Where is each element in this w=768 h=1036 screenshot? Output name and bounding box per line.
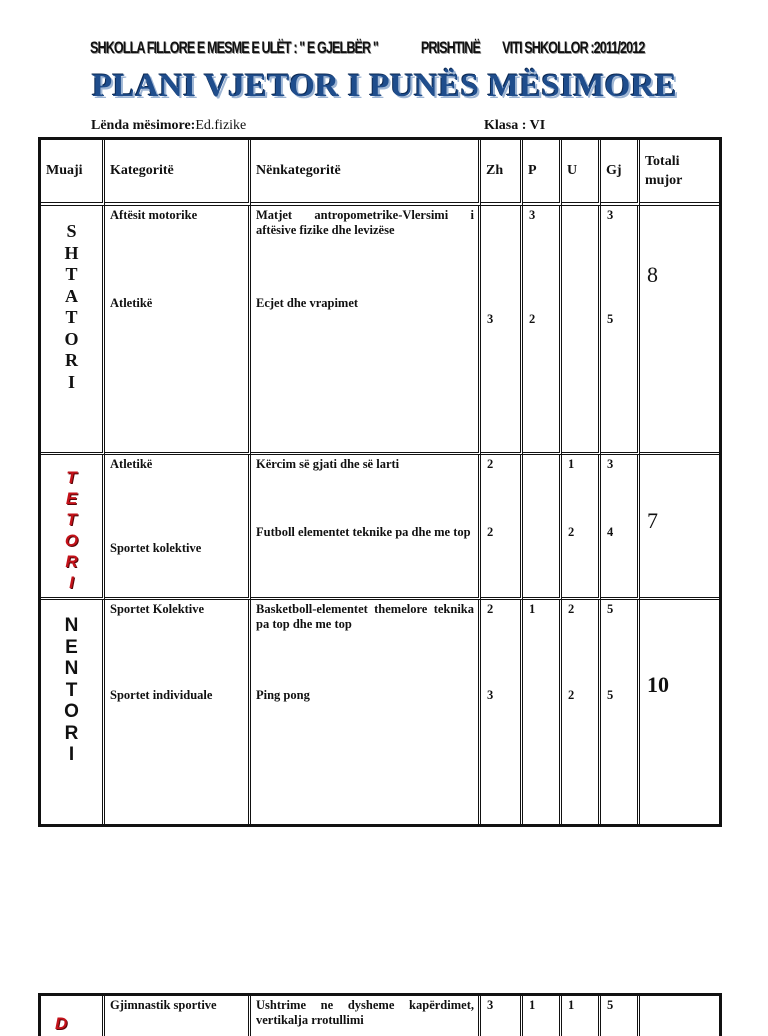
month-letter: T	[65, 679, 78, 701]
col-header-u: U	[562, 140, 601, 206]
zh-value: 2	[487, 525, 494, 539]
month-letter: R	[65, 552, 78, 571]
u-value: 2	[568, 688, 575, 702]
p-value: 3	[529, 208, 536, 222]
gj-value: 3	[607, 208, 614, 222]
p-value: 2	[529, 312, 536, 326]
u-value: 1	[568, 457, 575, 471]
month-letter: E	[65, 636, 78, 658]
col-header-gj: Gj	[601, 140, 640, 206]
zh-value: 2	[487, 602, 494, 616]
month-name	[41, 469, 102, 595]
monthly-total: 7	[647, 508, 658, 533]
month-letter: O	[64, 328, 79, 349]
month-letter: O	[64, 701, 79, 722]
gj-value: 5	[607, 688, 614, 702]
category-cell: Sportet kolektive	[110, 541, 202, 555]
u-value: 2	[568, 602, 575, 616]
next-page-table	[38, 993, 722, 1036]
subcategory-cell: Futboll elementet teknike pa dhe me top	[256, 525, 471, 539]
category-cell: Aftësit motorike	[110, 208, 198, 222]
gj-value: 5	[607, 312, 614, 326]
subcategory-cell: Ping pong	[256, 688, 310, 702]
p-value: 1	[529, 602, 536, 616]
gj-value: 4	[607, 525, 614, 539]
school-name: SHKOLLA FILLORE E MESME E ULËT : " E GJELBËR "	[90, 38, 378, 57]
gj-value: 3	[607, 457, 614, 471]
month-name-partial: D	[55, 1014, 68, 1033]
col-header-month: Muaji	[41, 140, 105, 206]
month-letter: H	[64, 242, 79, 263]
month-letter: I	[68, 744, 75, 765]
col-header-category: Kategoritë	[105, 140, 251, 206]
month-letter: S	[66, 221, 77, 241]
month-letter: I	[67, 371, 75, 392]
zh-value: 2	[487, 457, 494, 471]
school-year: VITI SHKOLLOR :2011/2012	[502, 38, 645, 57]
gj-value: 5	[607, 998, 614, 1012]
gj-value: 5	[607, 602, 614, 616]
col-header-p: P	[523, 140, 562, 206]
month-letter: O	[64, 531, 79, 550]
subcategory-cell: Ushtrime ne dysheme kapërdimet, vertikalja rrotullimi	[256, 998, 474, 1027]
monthly-total: 8	[647, 262, 658, 287]
category-cell: Atletikë	[110, 296, 153, 310]
month-letter: T	[65, 307, 78, 327]
subject-label: Lënda mësimore:	[91, 118, 196, 133]
subcategory-cell: Kërcim së gjati dhe së larti	[256, 457, 400, 471]
month-letter: E	[65, 489, 78, 508]
u-value: 1	[568, 998, 575, 1012]
month-letter: R	[65, 350, 78, 370]
monthly-total: 10	[647, 672, 669, 697]
school-city: PRISHTINË	[420, 38, 480, 57]
subject-value: Ed.fizike	[195, 118, 247, 133]
table-header-row	[41, 140, 719, 206]
subcategory-cell: Matjet antropometrike-Vlersimi i aftësive fizike dhe levizëse	[256, 208, 474, 237]
col-header-total: Totali mujor	[640, 140, 719, 206]
category-cell: Sportet Kolektive	[110, 602, 205, 616]
month-letter: R	[64, 722, 79, 744]
col-header-subcategory: Nënkategoritë	[251, 140, 481, 206]
month-name	[41, 616, 102, 767]
month-block-nentori	[41, 600, 719, 824]
class-text: Klasa : VI	[484, 118, 546, 133]
zh-value: 3	[487, 688, 494, 702]
month-block-tetori	[41, 455, 719, 600]
category-cell: Gjimnastik sportive	[110, 998, 217, 1012]
subcategory-cell: Ecjet dhe vrapimet	[256, 296, 359, 310]
month-letter: A	[65, 285, 78, 306]
category-cell: Atletikë	[110, 457, 153, 471]
school-header-line	[90, 38, 645, 58]
month-name	[41, 222, 102, 394]
month-letter: T	[66, 510, 77, 529]
annual-plan-table	[38, 137, 722, 827]
month-letter: I	[69, 573, 74, 592]
month-letter: T	[65, 264, 78, 284]
class-line	[484, 118, 545, 134]
p-value: 1	[529, 998, 536, 1012]
col-header-zh: Zh	[481, 140, 523, 206]
month-letter: N	[64, 615, 79, 636]
month-letter: T	[66, 468, 77, 487]
page-title: PLANI VJETOR I PUNËS MËSIMORE	[92, 68, 678, 104]
subcategory-cell: Basketboll-elementet themelore teknika pa top dhe me top	[256, 602, 474, 631]
month-letter: N	[64, 658, 79, 679]
zh-value: 3	[487, 312, 494, 326]
u-value: 2	[568, 525, 575, 539]
zh-value: 3	[487, 998, 494, 1012]
next-page-row	[41, 996, 719, 1036]
category-cell: Sportet individuale	[110, 688, 213, 702]
subject-line	[91, 118, 246, 134]
month-block-shtatori	[41, 206, 719, 455]
